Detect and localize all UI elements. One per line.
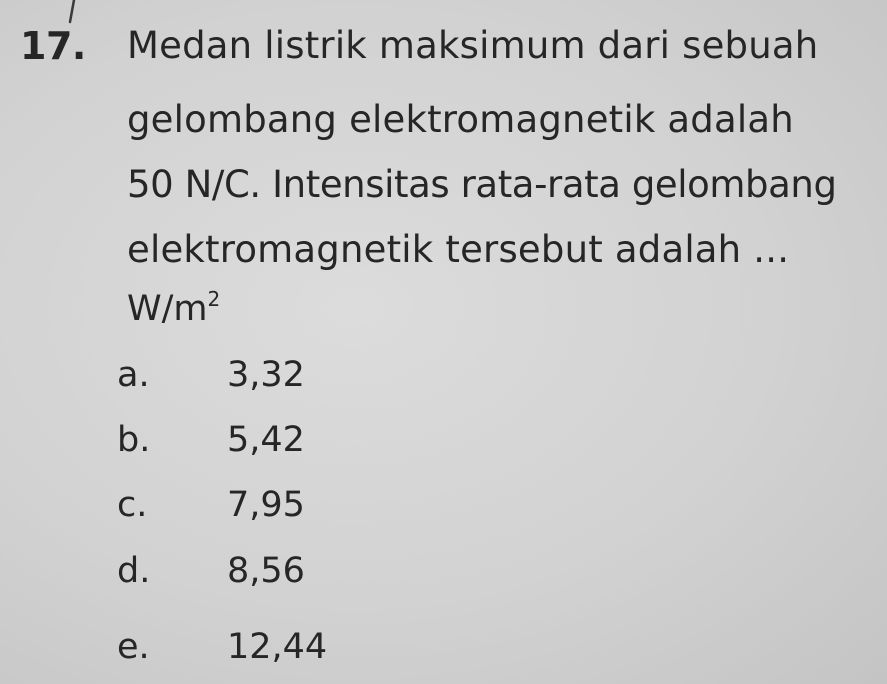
question-line-1: Medan listrik maksimum dari sebuah: [127, 24, 819, 67]
option-letter: b.: [117, 420, 151, 460]
answer-unit: [127, 287, 220, 331]
option-value: 7,95: [227, 485, 305, 525]
unit-exponent: 2: [207, 287, 221, 311]
option-letter: d.: [117, 551, 151, 591]
option-d[interactable]: [117, 547, 517, 595]
option-value: 5,42: [227, 420, 305, 460]
question-line-2: gelombang elektromagnetik adalah: [127, 98, 794, 141]
question-line-3: 50 N/C. Intensitas rata-rata gelombang: [127, 163, 837, 206]
option-letter: c.: [117, 485, 148, 525]
option-e[interactable]: [117, 623, 517, 671]
option-value: 3,32: [227, 355, 305, 395]
option-letter: e.: [117, 627, 150, 667]
option-c[interactable]: [117, 481, 517, 529]
option-a[interactable]: [117, 351, 517, 399]
option-b[interactable]: [117, 416, 517, 464]
question-line-4: elektromagnetik tersebut adalah ...: [127, 228, 790, 271]
question-number: 17.: [20, 24, 86, 68]
option-letter: a.: [117, 355, 150, 395]
unit-base: W/m: [127, 289, 208, 329]
option-value: 8,56: [227, 551, 305, 591]
option-value: 12,44: [227, 627, 328, 667]
